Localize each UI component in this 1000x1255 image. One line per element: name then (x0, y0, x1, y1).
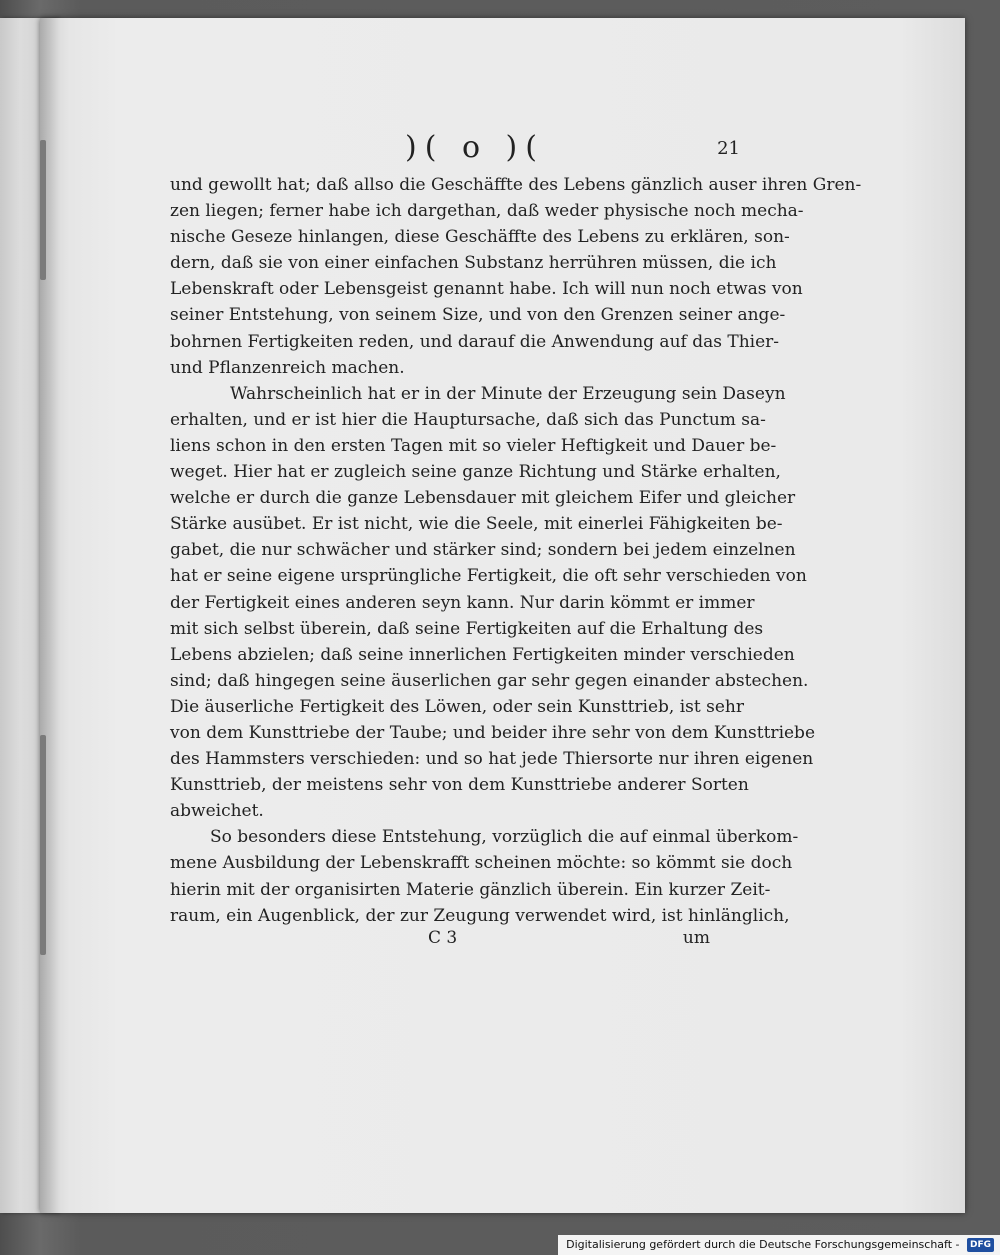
body-text (170, 172, 862, 929)
text-line: und Pflanzenreich machen. (170, 357, 405, 378)
text-line: mit sich selbst überein, daß seine Fertigkeiten auf die Erhaltung des (170, 618, 764, 639)
credit-text: Digitalisierung gefördert durch die Deutsche Forschungsgemeinschaft - (566, 1238, 960, 1251)
text-line: bohrnen Fertigkeiten reden, und darauf die Anwendung auf das Thier- (170, 331, 780, 352)
text-line: nische Geseze hinlangen, diese Geschäffte des Lebens zu erklären, son- (170, 227, 790, 248)
signature-mark: C 3 (428, 928, 458, 948)
text-line: von dem Kunsttriebe der Taube; und beider ihre sehr von dem Kunsttriebe (170, 722, 816, 743)
page-footer (170, 928, 710, 954)
text-line: zen liegen; ferner habe ich dargethan, daß weder physische noch mecha- (170, 201, 804, 222)
catchword: um (682, 928, 710, 948)
text-line: erhalten, und er ist hier die Hauptursache, daß sich das Punctum sa- (170, 409, 766, 430)
text-line: Lebenskraft oder Lebensgeist genannt habe. Ich will nun noch etwas von (170, 279, 803, 300)
text-line: seiner Entstehung, von seinem Size, und von den Grenzen seiner ange- (170, 305, 786, 326)
text-line: der Fertigkeit eines anderen seyn kann. Nur darin kömmt er immer (170, 592, 755, 613)
text-line: sind; daß hingegen seine äuserlichen gar sehr gegen einander abstechen. (170, 670, 809, 691)
text-line: gabet, die nur schwächer und stärker sind; sondern bei jedem einzelnen (170, 540, 796, 561)
text-line: hierin mit der organisirten Materie gänzlich überein. Ein kurzer Zeit- (170, 879, 771, 900)
binding-mark (40, 735, 46, 955)
text-line: Wahrscheinlich hat er in der Minute der Erzeugung sein Daseyn (230, 383, 786, 404)
text-line: liens schon in den ersten Tagen mit so vieler Heftigkeit und Dauer be- (170, 435, 777, 456)
text-line: Kunsttrieb, der meistens sehr von dem Kunsttriebe anderer Sorten (170, 775, 749, 796)
header-ornament: )( o )( (405, 130, 545, 165)
text-line: raum, ein Augenblick, der zur Zeugung verwendet wird, ist hinlänglich, (170, 905, 790, 926)
text-line: mene Ausbildung der Lebenskrafft scheinen möchte: so kömmt sie doch (170, 853, 793, 874)
text-line: und gewollt hat; daß allso die Geschäffte des Lebens gänzlich auser ihren Gren- (170, 175, 862, 195)
page-header (170, 130, 740, 170)
text-line: dern, daß sie von einer einfachen Substanz herrühren müssen, die ich (170, 253, 777, 274)
text-line: Stärke ausübet. Er ist nicht, wie die Seele, mit einerlei Fähigkeiten be- (170, 514, 783, 535)
text-line: weget. Hier hat er zugleich seine ganze Richtung und Stärke erhalten, (170, 462, 781, 483)
text-line: Die äuserliche Fertigkeit des Löwen, oder sein Kunsttrieb, ist sehr (170, 696, 744, 717)
text-line: So besonders diese Entstehung, vorzüglich die auf einmal überkom- (210, 827, 799, 848)
binding-mark (40, 140, 46, 280)
text-line: hat er seine eigene ursprüngliche Fertigkeit, die oft sehr verschieden von (170, 566, 807, 587)
page-number: 21 (717, 138, 740, 159)
text-line: des Hammsters verschieden: und so hat jede Thiersorte nur ihren eigenen (170, 749, 814, 770)
text-line: abweichet. (170, 801, 264, 822)
dfg-logo-icon: DFG (967, 1238, 994, 1252)
text-line: Lebens abzielen; daß seine innerlichen Fertigkeiten minder verschieden (170, 644, 795, 665)
digitization-credit (558, 1235, 1000, 1255)
text-line: welche er durch die ganze Lebensdauer mit gleichem Eifer und gleicher (170, 488, 796, 509)
